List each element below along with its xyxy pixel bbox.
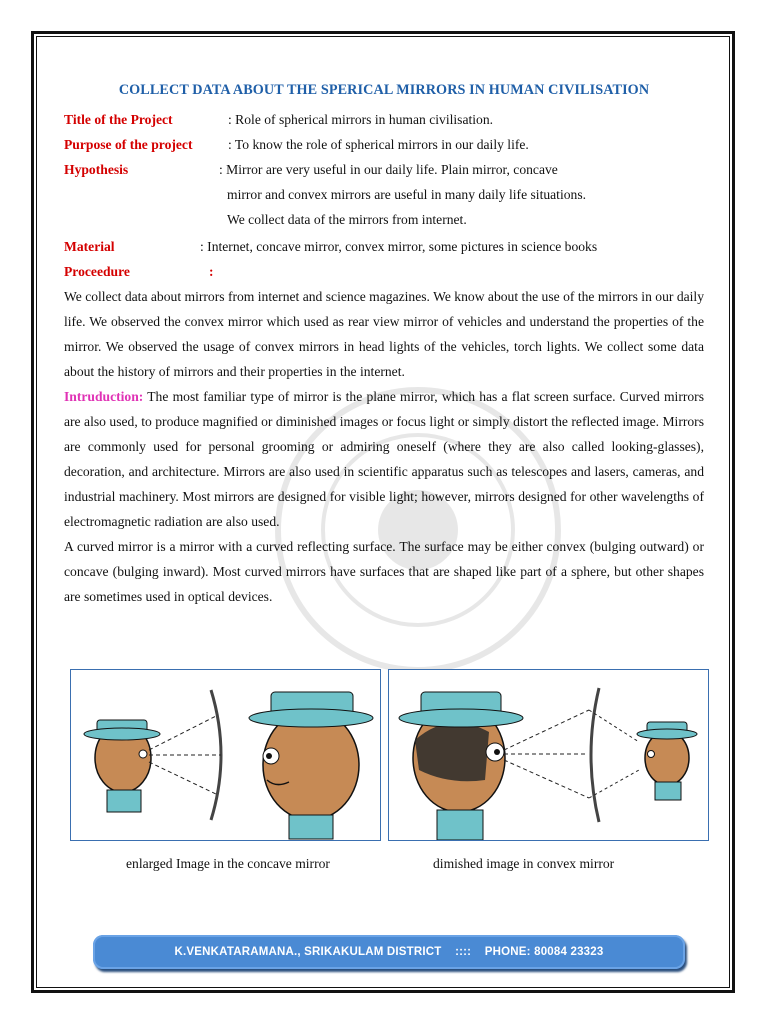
field-value: mirror and convex mirrors are useful in many daily life situations.: [227, 187, 587, 202]
hypothesis-line: [64, 182, 704, 207]
convex-mirror-illustration: [388, 669, 709, 841]
field-label: Title of the Project: [64, 112, 173, 127]
concave-mirror-drawing: [71, 670, 380, 840]
introduction-paragraph: [64, 384, 704, 534]
footer-banner: [93, 935, 685, 969]
page-title: COLLECT DATA ABOUT THE SPERICAL MIRRORS IN HUMAN CIVILISATION: [118, 82, 650, 98]
illustrations: [70, 669, 710, 841]
field-label: Proceedure: [64, 264, 130, 279]
footer-text: K.VENKATARAMANA., SRIKAKULAM DISTRICT :::: PHONE: 80084 23323: [174, 946, 604, 958]
field-colon: :: [209, 264, 214, 279]
field-label: Purpose of the project: [64, 137, 193, 152]
field-value: : Mirror are very useful in our daily life. Plain mirror, concave: [219, 162, 558, 177]
field-label: Material: [64, 239, 115, 254]
curved-mirror-paragraph: A curved mirror is a mirror with a curved reflecting surface. The surface may be either convex (bulging outward) or concave (bulging inward). Most curved mirrors have surfaces that are shaped like part of a sphere, but other shapes are sometimes used in optical devices.: [64, 539, 704, 604]
hypothesis-line: [64, 207, 704, 232]
field-value: : Role of spherical mirrors in human civilisation.: [228, 112, 494, 127]
field-value: : To know the role of spherical mirrors in our daily life.: [228, 137, 529, 152]
field-value: We collect data of the mirrors from internet.: [227, 212, 467, 227]
introduction-text: The most familiar type of mirror is the plane mirror, which has a flat screen surface. Curved mirrors are also used, to produce magnified or diminished images or focus light or simply distort the reflected image. Mirrors are commonly used for personal grooming or admiring oneself (where they are also called looking-glasses), decoration, and architecture. Mirrors are also used in scientific apparatus such as telescopes and lasers, cameras, and industrial machinery. Most mirrors are designed for visible light; however, mirrors designed for other wavelengths of electromagnetic radiation are also used.: [64, 389, 704, 529]
convex-mirror-drawing: [389, 670, 708, 840]
procedure-paragraph: We collect data about mirrors from internet and science magazines. We know about the use of the mirrors in our daily life. We observed the convex mirror which used as rear view mirror of vehicles and understand the properties of the mirror. We observed the usage of convex mirrors in head lights of the vehicles, torch lights. We collect some data about the history of mirrors and their properties in the internet.: [64, 289, 704, 379]
concave-mirror-illustration: [70, 669, 381, 841]
field-procedure: [64, 259, 704, 284]
field-value: : Internet, concave mirror, convex mirror, some pictures in science books: [200, 239, 598, 254]
caption-convex: dimished image in convex mirror: [433, 856, 615, 871]
field-label: Hypothesis: [64, 162, 129, 177]
field-project-title: [64, 107, 704, 132]
document-body: [64, 82, 704, 609]
introduction-label: Intruduction:: [64, 389, 144, 404]
field-purpose: [64, 132, 704, 157]
caption-concave: enlarged Image in the concave mirror: [126, 856, 330, 871]
field-hypothesis: [64, 157, 704, 182]
field-material: [64, 234, 704, 259]
